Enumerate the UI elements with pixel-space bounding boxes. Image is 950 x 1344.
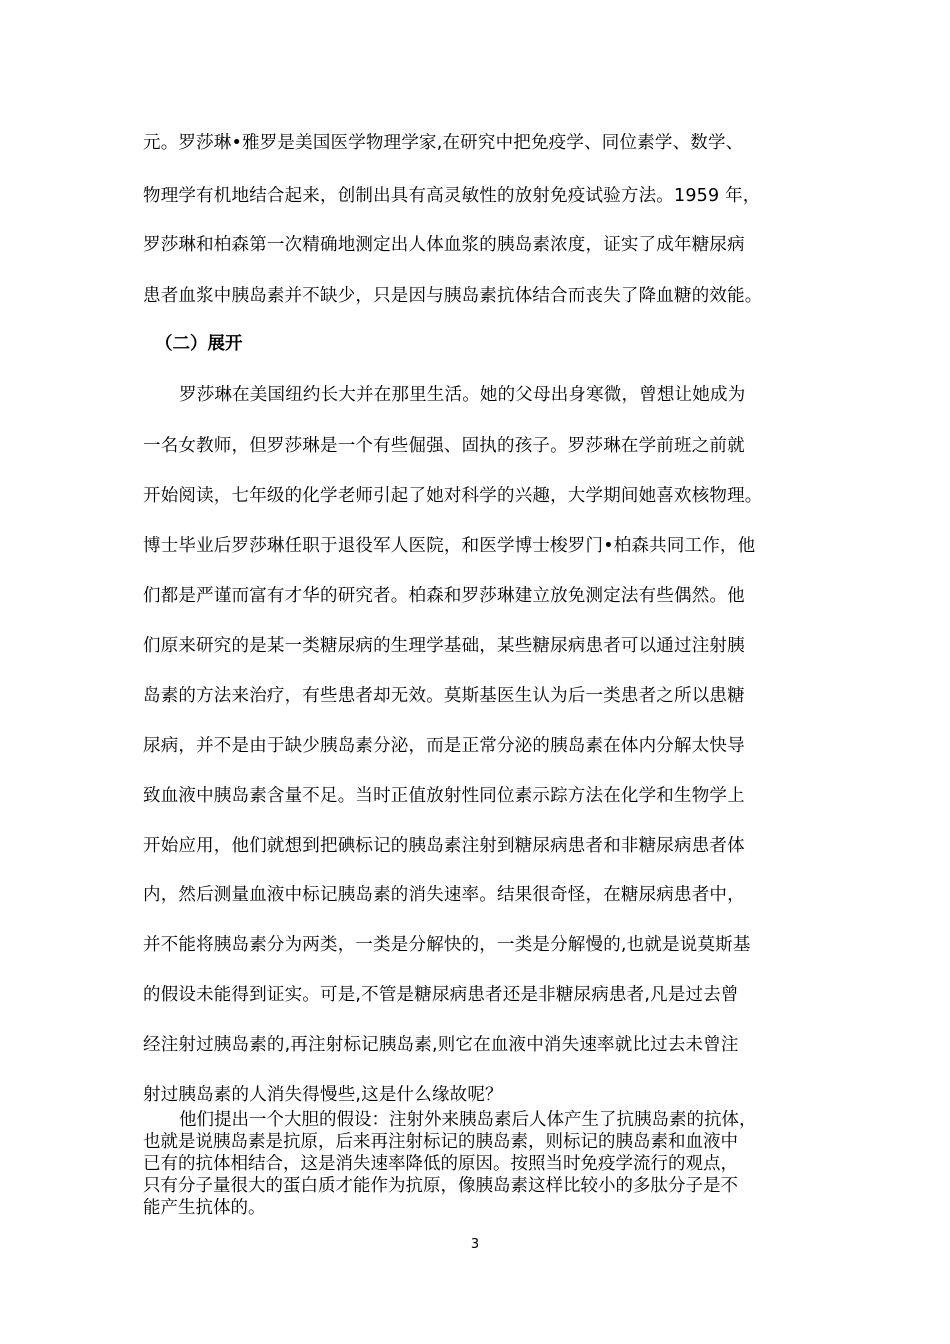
paragraph-line: 致血液中胰岛素含量不足。当时正值放射性同位素示踪方法在化学和生物学上 <box>143 786 745 806</box>
paragraph-line: 已有的抗体相结合，这是消失速率降低的原因。按照当时免疫学流行的观点， <box>143 1154 738 1174</box>
paragraph-line: 们原来研究的是某一类糖尿病的生理学基础，某些糖尿病患者可以通过注射胰 <box>143 636 745 656</box>
paragraph-line: 也就是说胰岛素是抗原，后来再注射标记的胰岛素，则标记的胰岛素和血液中 <box>143 1132 738 1152</box>
paragraph-line: 射过胰岛素的人消失得慢些,这是什么缘故呢？ <box>143 1085 503 1105</box>
paragraph-line: 罗莎琳在美国纽约长大并在那里生活。她的父母出身寒微，曾想让她成为 <box>179 385 746 405</box>
paragraph-line: 物理学有机地结合起来，创制出具有高灵敏性的放射免疫试验方法。1959 年， <box>143 186 761 206</box>
paragraph-line: 只有分子量很大的蛋白质才能作为抗原，像胰岛素这样比较小的多肽分子是不 <box>143 1176 738 1196</box>
paragraph-line: 内，然后测量血液中标记胰岛素的消失速率。结果很奇怪，在糖尿病患者中， <box>143 885 745 905</box>
page-number: 3 <box>470 1237 480 1252</box>
section-heading: （二）展开 <box>155 334 243 354</box>
paragraph-line: 的假设未能得到证实。可是,不管是糖尿病患者还是非糖尿病患者,凡是过去曾 <box>143 985 739 1005</box>
paragraph-line: 一名女教师，但罗莎琳是一个有些倔强、固执的孩子。罗莎琳在学前班之前就 <box>143 436 745 456</box>
paragraph-line: 开始应用，他们就想到把碘标记的胰岛素注射到糖尿病患者和非糖尿病患者体 <box>143 836 745 856</box>
paragraph-line: 们都是严谨而富有才华的研究者。柏森和罗莎琳建立放免测定法有些偶然。他 <box>143 586 745 606</box>
paragraph-line: 尿病，并不是由于缺少胰岛素分泌，而是正常分泌的胰岛素在体内分解太快导 <box>143 736 745 756</box>
paragraph-line: 开始阅读，七年级的化学老师引起了她对科学的兴趣，大学期间她喜欢核物理。 <box>143 486 763 506</box>
paragraph-line: 元。罗莎琳•雅罗是美国医学物理学家,在研究中把免疫学、同位素学、数学、 <box>143 133 744 153</box>
paragraph-line: 罗莎琳和柏森第一次精确地测定出人体血浆的胰岛素浓度，证实了成年糖尿病 <box>143 235 745 255</box>
paragraph-line: 能产生抗体的。 <box>143 1198 266 1218</box>
paragraph-line: 岛素的方法来治疗，有些患者却无效。莫斯基医生认为后一类患者之所以患糖 <box>143 686 745 706</box>
paragraph-line: 他们提出一个大胆的假设：注射外来胰岛素后人体产生了抗胰岛素的抗体， <box>179 1110 757 1130</box>
paragraph-line: 博士毕业后罗莎琳任职于退役军人医院，和医学博士梭罗门•柏森共同工作，他 <box>143 536 756 556</box>
paragraph-line: 经注射过胰岛素的,再注射标记胰岛素,则它在血液中消失速率就比过去未曾注 <box>143 1035 739 1055</box>
paragraph-line: 并不能将胰岛素分为两类，一类是分解快的，一类是分解慢的,也就是说莫斯基 <box>143 935 751 955</box>
paragraph-line: 患者血浆中胰岛素并不缺少，只是因与胰岛素抗体结合而丧失了降血糖的效能。 <box>143 286 763 306</box>
